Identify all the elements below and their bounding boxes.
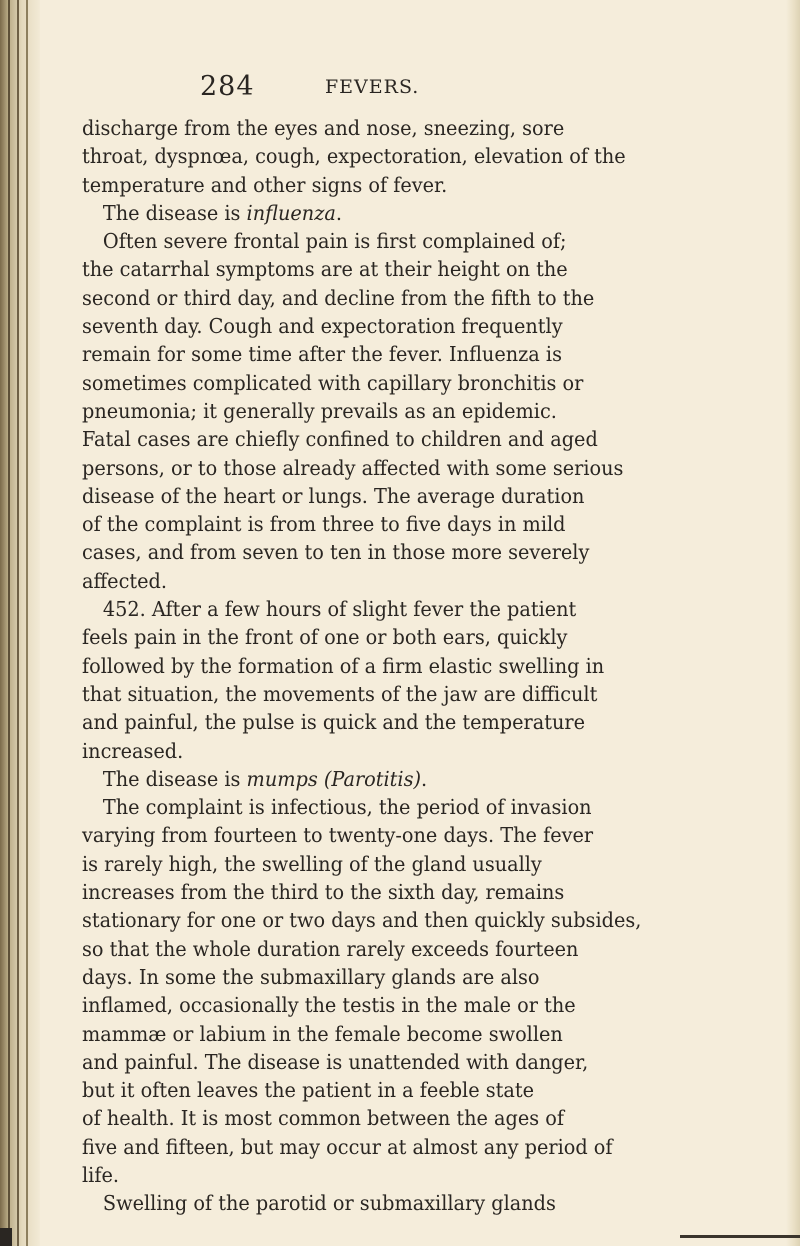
text-line: stationary for one or two days and then quickly subsides, [82,908,642,933]
text-fragment: The disease is [102,200,247,225]
spine-line [26,0,28,1246]
text-fragment: . [335,200,342,225]
text-line: life. [82,1162,119,1187]
text-line: 452. After a few hours of slight fever the patient [102,597,577,622]
text-line: of the complaint is from three to five days in mild [82,512,566,537]
text-line: temperature and other signs of fever. [82,172,448,197]
text-line: Fatal cases are chiefly confined to children and aged [82,427,598,452]
text-line: pneumonia; it generally prevails as an epidemic. [82,398,557,423]
text-line: five and fifteen, but may occur at almost any period of [82,1134,613,1159]
text-fragment: . [420,766,428,791]
text-line: the catarrhal symptoms are at their height on the [82,257,568,282]
text-line: followed by the formation of a firm elastic swelling in [82,653,605,678]
text-line: second or third day, and decline from the fifth to the [82,285,595,310]
text-line: throat, dyspnœa, cough, expectoration, elevation of the [82,144,626,169]
page-number: 284 [200,71,255,102]
text-line: increases from the third to the sixth day, remains [82,880,565,905]
text-line: seventh day. Cough and expectoration frequently [82,314,563,339]
text-line: disease of the heart or lungs. The average duration [82,483,585,508]
text-line: affected. [82,568,167,593]
text-line: increased. [82,738,184,763]
text-line: days. In some the submaxillary glands are also [82,964,540,989]
text-line: and painful, the pulse is quick and the temperature [82,710,586,735]
text-line: Swelling of the parotid or submaxillary glands [102,1191,556,1216]
text-fragment: The disease is [102,766,247,791]
text-line: persons, or to those already affected with some serious [82,455,624,480]
corner-mark [0,1228,12,1246]
text-line: but it often leaves the patient in a feeble state [82,1078,535,1103]
text-line [82,199,764,227]
text-line: cases, and from seven to ten in those more severely [82,540,590,565]
disease-name: mumps (Parotitis) [246,766,421,791]
text-line: that situation, the movements of the jaw are difficult [82,681,598,706]
text-line: feels pain in the front of one or both ears, quickly [82,625,568,650]
text-line: Often severe frontal pain is first complained of; [102,229,567,254]
page-spine-shadow [0,0,40,1246]
body-text [82,114,800,1218]
text-line: inflamed, occasionally the testis in the male or the [82,993,576,1018]
text-line: mammæ or labium in the female become swollen [82,1021,563,1046]
page-header [200,70,600,104]
text-line: varying from fourteen to twenty-one days. The fever [82,823,594,848]
text-line: discharge from the eyes and nose, sneezing, sore [82,116,565,140]
text-line: The complaint is infectious, the period of invasion [102,795,592,820]
text-line: is rarely high, the swelling of the gland usually [82,851,542,876]
disease-name: influenza [246,200,336,225]
text-line: so that the whole duration rarely exceeds fourteen [82,936,579,961]
text-line: sometimes complicated with capillary bronchitis or [82,370,584,395]
text-line [82,765,764,793]
text-line: and painful. The disease is unattended with danger, [82,1049,589,1074]
text-line: of health. It is most common between the ages of [82,1106,565,1131]
spine-line [8,0,10,1246]
text-line: remain for some time after the fever. Influenza is [82,342,562,367]
bottom-edge-rule [680,1235,800,1238]
running-head: FEVERS. [325,76,420,98]
spine-line [17,0,19,1246]
